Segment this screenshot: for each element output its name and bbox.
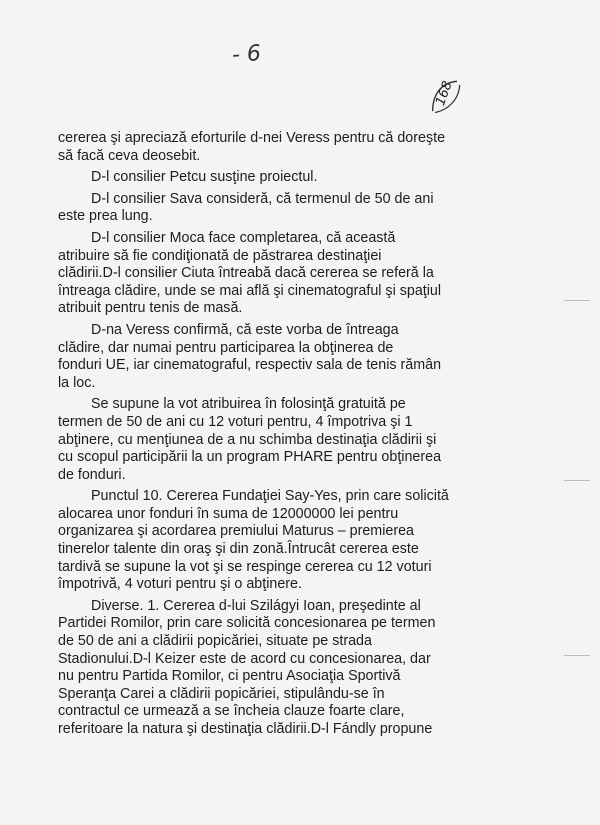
stamp-number: 168 (433, 79, 456, 108)
text-line: clădire, dar numai pentru participarea la obţinerea de (58, 339, 394, 356)
text-line: la loc. (58, 374, 96, 391)
text-line: tinerelor talente din oraş şi din zonă.Întrucât cererea este (58, 541, 419, 558)
text-line: D-l consilier Sava consideră, că termenul de 50 de ani (91, 190, 434, 207)
text-line: alocarea unor fonduri în suma de 12000000 lei pentru (58, 505, 399, 522)
text-line: clădirii.D-l consilier Ciuta întreabă dacă cererea se referă la (58, 265, 434, 282)
text-line: atribuire să fie condiţionată de păstrarea destinaţiei (58, 247, 382, 264)
text-line: termen de 50 de ani cu 12 voturi pentru, 4 împotriva şi 1 (58, 413, 413, 430)
text-line: contractul ce urmează a se încheia clauze foarte clare, (58, 703, 405, 720)
text-line: este prea lung. (58, 208, 153, 225)
text-line: Speranţa Carei a clădirii popicăriei, stipulându-se în (58, 685, 385, 702)
text-line: Partidei Romilor, prin care solicită concesionarea pe termen (58, 615, 436, 632)
body-text (58, 130, 528, 739)
text-line: D-na Veress confirmă, că este vorba de întreaga (91, 321, 399, 338)
text-line: întreaga clădire, unde se mai află şi cinematograful şi spaţiul (58, 282, 442, 299)
margin-mark (564, 655, 590, 656)
text-line: de fonduri. (58, 466, 126, 483)
text-line: de 50 de ani a clădirii popicăriei, situate pe strada (58, 633, 372, 650)
text-line: referitoare la natura şi destinaţia clădirii.D-l Fándly propune (58, 721, 433, 737)
text-line: tardivă se supune la vot şi se respinge cererea cu 12 voturi (58, 558, 432, 575)
text-line: atribuit pentru tenis de masă. (58, 300, 243, 317)
text-line: D-l consilier Moca face completarea, că această (91, 229, 396, 246)
text-line: fonduri UE, iar cinematograful, respectiv sala de tenis rămân (58, 357, 442, 374)
text-line: cu scopul participării la un program PHARE pentru obţinerea (58, 449, 442, 466)
text-line: abţinere, cu menţiunea de a nu schimba destinaţia clădirii şi (58, 431, 437, 448)
text-line: Diverse. 1. Cererea d-lui Szilágyi Ioan, preşedinte al (91, 597, 421, 614)
text-line: Stadionului.D-l Keizer este de acord cu concesionarea, dar (58, 650, 431, 667)
text-line: D-l consilier Petcu susţine proiectul. (91, 169, 318, 186)
page-number: - 6 (231, 41, 262, 68)
margin-mark (564, 480, 590, 481)
text-line: împotrivă, 4 voturi pentru şi o abţinere. (58, 576, 302, 593)
text-line: Se supune la vot atribuirea în folosinţă gratuită pe (91, 396, 406, 413)
text-line: Punctul 10. Cererea Fundaţiei Say-Yes, prin care solicită (91, 488, 449, 505)
text-line: să facă ceva deosebit. (58, 147, 201, 164)
text-line: nu pentru Partida Romilor, ci pentru Asociaţia Sportivă (58, 668, 401, 685)
margin-mark (564, 300, 590, 301)
text-line: organizarea şi acordarea premiului Maturus – premierea (58, 523, 415, 540)
text-line: cererea şi apreciază eforturile d-nei Veress pentru că doreşte (58, 130, 446, 146)
